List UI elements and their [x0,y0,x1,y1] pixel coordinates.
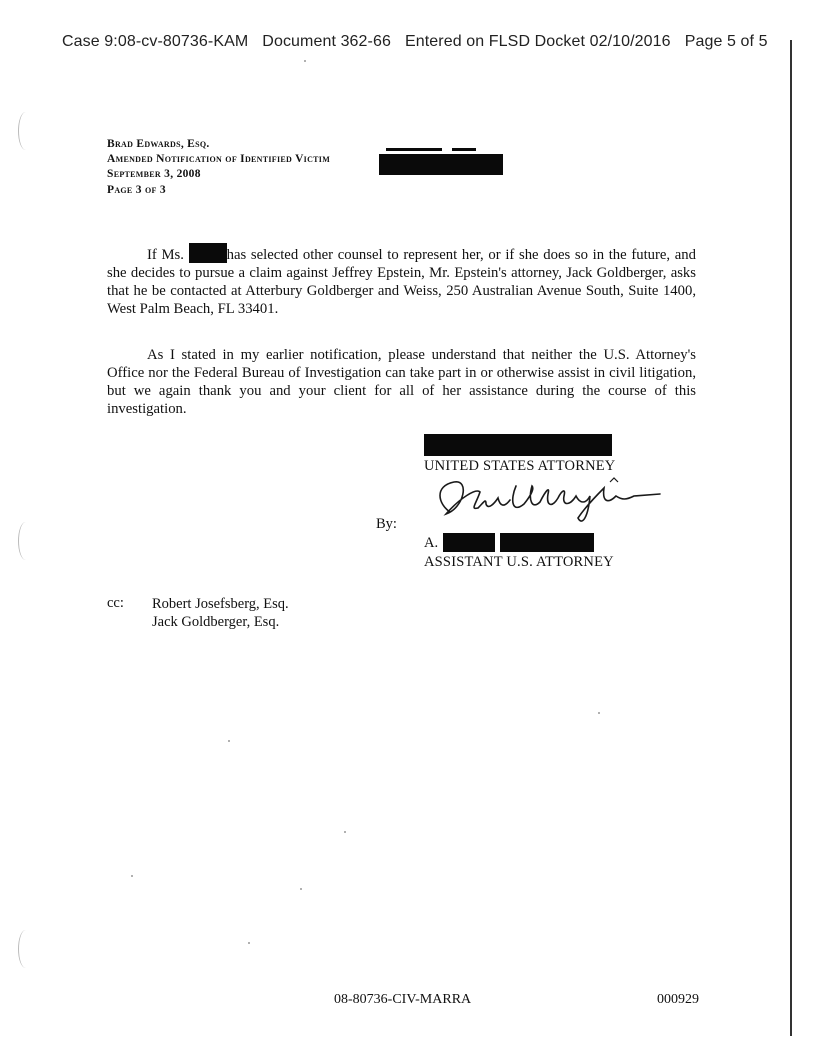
scan-speck [131,875,133,877]
us-attorney-title: UNITED STATES ATTORNEY [424,458,616,474]
scan-speck [598,712,600,714]
redaction-inline [189,243,227,263]
cc-recipient: Robert Josefsberg, Esq. [152,596,289,612]
assistant-attorney-title: ASSISTANT U.S. ATTORNEY [424,554,614,570]
redaction-block [500,533,594,552]
redaction-block [424,434,612,456]
redaction-bar [452,148,476,151]
memo-date: September 3, 2008 [107,168,201,180]
document-number: Document 362-66 [262,33,391,50]
redaction-bar [386,148,442,151]
by-label: By: [376,516,397,532]
scan-speck [228,740,230,742]
scan-speck [304,60,306,62]
paragraph-start: If Ms. [147,247,184,263]
memo-page: Page 3 of 3 [107,184,166,196]
paragraph-closing: As I stated in my earlier notification, please understand that neither the U.S. Attorney's Office nor the Federal Bureau of Investigation can take part in or otherwise assist in civil litigation, but we again thank you and your client for all of her assistance during the course of this investigation. [107,347,696,417]
binder-hole-mark [18,930,33,968]
scan-speck [300,888,302,890]
page-indicator: Page 5 of 5 [684,33,768,50]
case-number: Case 9:08-cv-80736-KAM [62,33,249,50]
cc-label: cc: [107,595,124,611]
bates-number: 000929 [657,992,699,1007]
page-edge-line [790,40,792,1036]
paragraph-contact [107,243,696,318]
footer-case-number: 08-80736-CIV-MARRA [334,992,472,1007]
handwritten-signature [420,474,680,536]
cc-list [152,595,289,631]
binder-hole-mark [18,112,33,150]
memo-subject: Amended Notification of Identified Victim [107,153,331,165]
binder-hole-mark [18,522,33,560]
redaction-block [379,154,503,175]
signer-initial: A. [424,535,439,551]
memo-to: Brad Edwards, Esq. [107,138,210,150]
paragraph-rest: has selected other counsel to represent her, or if she does so in the future, and she decides to pursue a claim against Jeffrey Epstein, Mr. Epstein's attorney, Jack Goldberger, asks that he be contacted at Atterbury Goldberger and Weiss, 250 Australian Avenue South, Suite 1400, West Palm Beach, FL 33401. [107,247,696,317]
cc-recipient: Jack Goldberger, Esq. [152,614,280,630]
docket-header [62,33,768,51]
entered-date: Entered on FLSD Docket 02/10/2016 [404,33,671,50]
redaction-block [443,533,495,552]
scan-speck [344,831,346,833]
scan-speck [248,942,250,944]
